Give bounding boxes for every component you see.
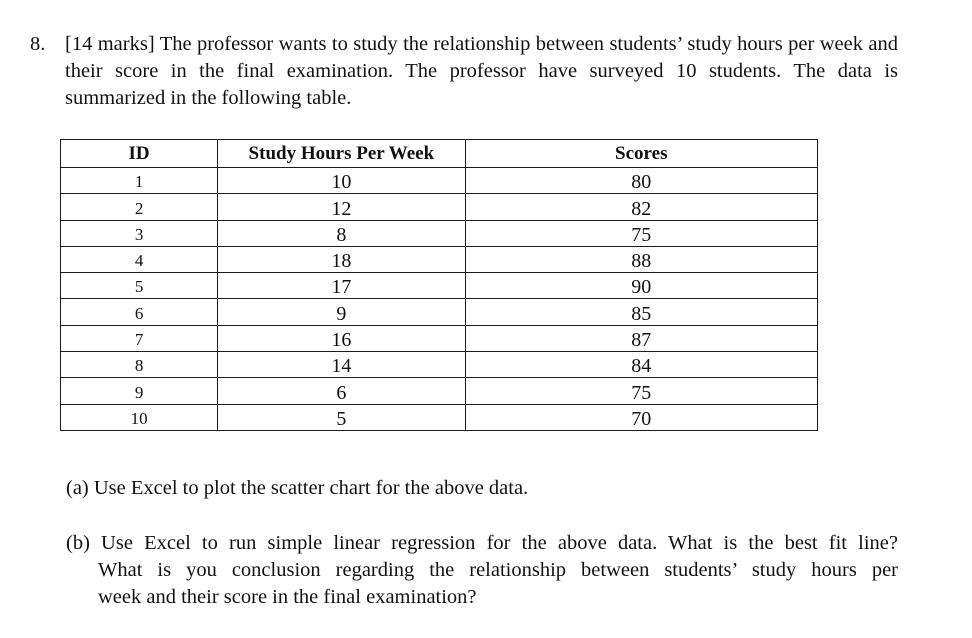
cell-score: 84 <box>465 352 817 378</box>
cell-score: 82 <box>465 194 817 220</box>
table-row <box>61 404 818 430</box>
table-row <box>61 299 818 325</box>
cell-hours: 14 <box>218 352 465 378</box>
cell-score: 75 <box>465 220 817 246</box>
table-row <box>61 325 818 351</box>
data-table <box>60 139 818 431</box>
cell-hours: 5 <box>218 404 465 430</box>
header-study-hours: Study Hours Per Week <box>218 140 465 168</box>
cell-id: 4 <box>61 246 218 272</box>
cell-score: 85 <box>465 299 817 325</box>
cell-id: 2 <box>61 194 218 220</box>
question-text: [14 marks] The professor wants to study the relationship between students’ study hours per week and their score in the final examination. The professor have surveyed 10 students. The data is summarized in the following table. <box>65 33 898 109</box>
question-number: 8. <box>30 33 46 55</box>
cell-score: 75 <box>465 378 817 404</box>
part-b-block <box>66 530 898 611</box>
cell-id: 6 <box>61 299 218 325</box>
cell-hours: 10 <box>218 168 465 194</box>
cell-hours: 17 <box>218 273 465 299</box>
cell-score: 87 <box>465 325 817 351</box>
cell-id: 10 <box>61 404 218 430</box>
cell-id: 8 <box>61 352 218 378</box>
table-row <box>61 168 818 194</box>
cell-score: 90 <box>465 273 817 299</box>
cell-id: 5 <box>61 273 218 299</box>
question-block <box>30 31 898 112</box>
cell-score: 88 <box>465 246 817 272</box>
cell-hours: 9 <box>218 299 465 325</box>
table-row <box>61 352 818 378</box>
cell-hours: 18 <box>218 246 465 272</box>
part-b-line-2: What is you conclusion regarding the relationship between students’ study hours per <box>98 559 898 581</box>
table-row <box>61 273 818 299</box>
table-row <box>61 378 818 404</box>
cell-id: 7 <box>61 325 218 351</box>
header-scores: Scores <box>465 140 817 168</box>
table-row <box>61 220 818 246</box>
cell-hours: 16 <box>218 325 465 351</box>
cell-id: 9 <box>61 378 218 404</box>
part-b-line-3: week and their score in the final examination? <box>98 586 477 608</box>
cell-hours: 6 <box>218 378 465 404</box>
cell-hours: 8 <box>218 220 465 246</box>
table-row <box>61 194 818 220</box>
table-row <box>61 246 818 272</box>
cell-id: 3 <box>61 220 218 246</box>
part-b-line-1: (b) Use Excel to run simple linear regression for the above data. What is the best fit line? <box>66 532 898 554</box>
cell-score: 80 <box>465 168 817 194</box>
cell-hours: 12 <box>218 194 465 220</box>
part-a-text: (a) Use Excel to plot the scatter chart for the above data. <box>66 477 529 499</box>
table-header-row <box>61 140 818 168</box>
cell-score: 70 <box>465 404 817 430</box>
header-id: ID <box>61 140 218 168</box>
cell-id: 1 <box>61 168 218 194</box>
